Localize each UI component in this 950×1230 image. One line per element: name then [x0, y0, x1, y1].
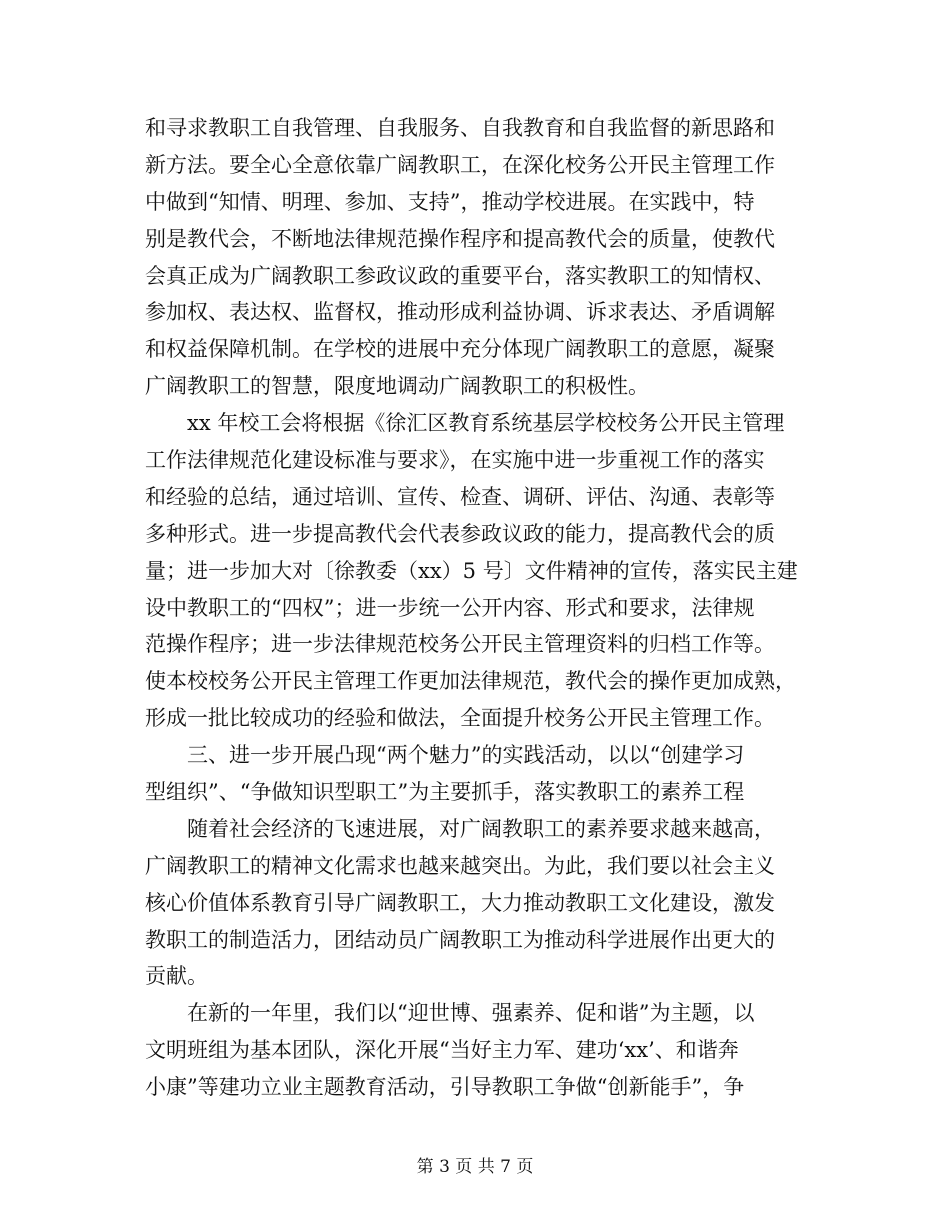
- text-line: 广阔教职工的精神文化需求也越来越突出。为此，我们要以社会主义: [145, 853, 775, 878]
- text-line: 范操作程序；进一步法律规范校务公开民主管理资料的归档工作等。: [145, 632, 775, 657]
- text-line: 使本校校务公开民主管理工作更加法律规范，教代会的操作更加成熟，: [145, 669, 796, 694]
- text-line: 型组织”、“争做知识型职工”为主要抓手，落实教职工的素养工程: [145, 780, 745, 805]
- text-line: 多种形式。进一步提高教代会代表参政议政的能力，提高教代会的质: [145, 521, 775, 546]
- text-line: 三、进一步开展凸现“两个魅力”的实践活动，以以“创建学习: [187, 743, 745, 768]
- text-line: 核心价值体系教育引导广阔教职工，大力推动教职工文化建设，激发: [145, 890, 775, 915]
- text-line: 广阔教职工的智慧，限度地调动广阔教职工的积极性。: [145, 374, 649, 399]
- text-line: 会真正成为广阔教职工参政议政的重要平台，落实教职工的知情权、: [145, 263, 775, 288]
- text-line: 和经验的总结，通过培训、宣传、检查、调研、评估、沟通、表彰等: [145, 484, 775, 509]
- text-line: 设中教职工的“四权”；进一步统一公开内容、形式和要求，法律规: [145, 595, 755, 620]
- text-line: 随着社会经济的飞速进展，对广阔教职工的素养要求越来越高，: [187, 816, 775, 841]
- text-line: 在新的一年里，我们以“迎世博、强素养、促和谐”为主题，以: [187, 1001, 755, 1026]
- text-line: 文明班组为基本团队，深化开展“当好主力军、建功‘xx’、和谐奔: [145, 1038, 739, 1063]
- text-line: 和寻求教职工自我管理、自我服务、自我教育和自我监督的新思路和: [145, 116, 775, 140]
- text-line: 和权益保障机制。在学校的进展中充分体现广阔教职工的意愿，凝聚: [145, 337, 775, 362]
- document-body: [145, 110, 805, 1106]
- text-line: 量；进一步加大对〔徐教委（xx）5 号〕文件精神的宣传，落实民主建: [145, 558, 798, 583]
- text-line: 形成一批比较成功的经验和做法，全面提升校务公开民主管理工作。: [145, 706, 775, 731]
- page-footer: 第 3 页 共 7 页: [416, 1157, 534, 1177]
- text-line: 参加权、表达权、监督权，推动形成利益协调、诉求表达、矛盾调解: [145, 300, 775, 325]
- text-line: 工作法律规范化建设标准与要求》，在实施中进一步重视工作的落实: [145, 448, 765, 473]
- text-line: 贡献。: [145, 964, 208, 989]
- text-line: 别是教代会，不断地法律规范操作程序和提高教代会的质量，使教代: [145, 226, 775, 251]
- text-line: 中做到“知情、明理、参加、支持”，推动学校进展。在实践中，特: [145, 189, 755, 214]
- text-line: 新方法。要全心全意依靠广阔教职工，在深化校务公开民主管理工作: [145, 152, 775, 177]
- text-line: xx 年校工会将根据《徐汇区教育系统基层学校校务公开民主管理: [187, 411, 785, 436]
- text-line: 教职工的制造活力，团结动员广阔教职工为推动科学进展作出更大的: [145, 927, 775, 952]
- text-line: 小康”等建功立业主题教育活动，引导教职工争做“创新能手”，争: [145, 1075, 745, 1100]
